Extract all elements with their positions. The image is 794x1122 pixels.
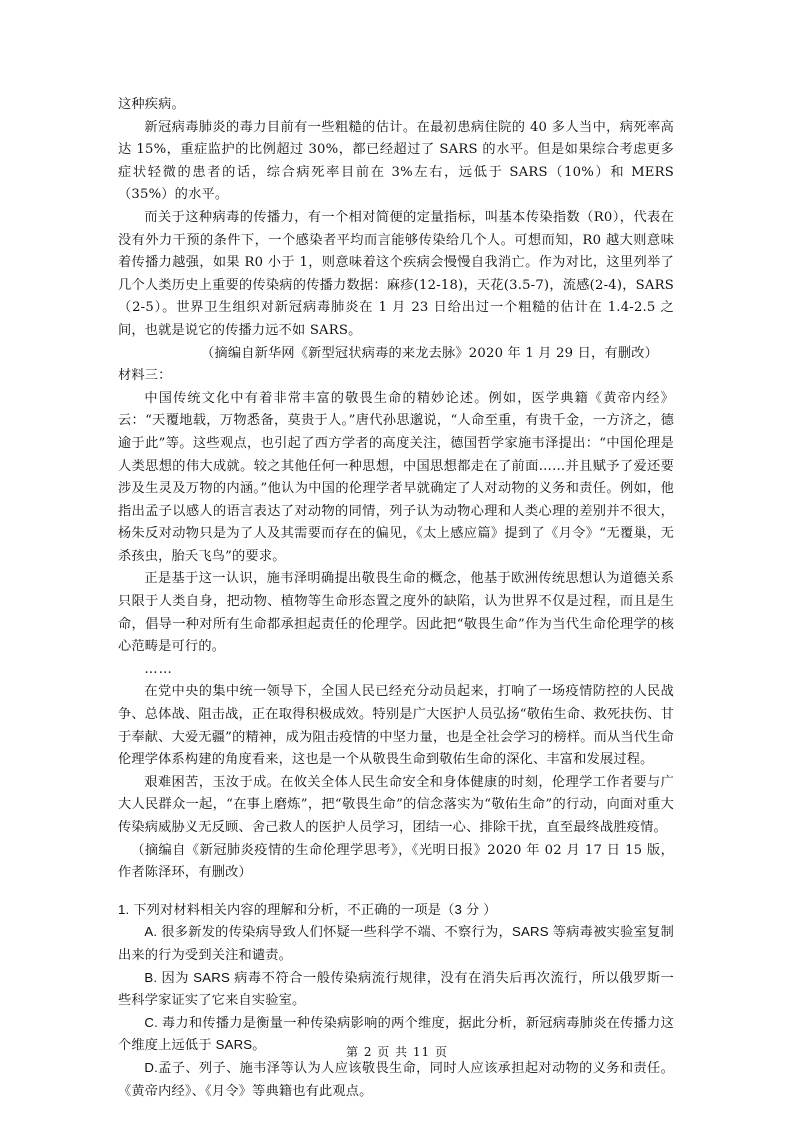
paragraph-7: 艰难困苦，玉汝于成。在攸关全体人民生命安全和身体健康的时刻，伦理学工作者要与广大人民群众一起，“在事上磨炼”，把“敬畏生命”的信念落实为“敬佑生命”的行动，向面对重大传染病威胁义无反顾、舍己救人的医护人员学习，团结一心、排除干扰，直至最终战胜疫情。 (118, 774, 674, 835)
option-c: C. 毒力和传播力是衡量一种传染病影响的两个维度，据此分析，新冠病毒肺炎在传播力这个维度上远低于 SARS。 (118, 1014, 674, 1053)
question-stem: 1. 下列对材料相关内容的理解和分析，不正确的一项是（3 分 ） (118, 901, 497, 917)
paragraph-1: 这种疾病。 (118, 97, 185, 112)
paragraph-3: 而关于这种病毒的传播力，有一个相对简便的定量指标，叫基本传染指数（R0），代表在没有外力干预的条件下，一个感染者平均而言能够传染给几个人。可想而知，R0 越大则意味着传播力越强，如果 R0 小于 1，则意味着这个疾病会慢慢自我消亡。作为对比，这里列举了几个人类历史上重要的传染病的传播力数据：麻疹(12-18)，天花(3.5-7)，流感(2-4)，SARS（2-5）。世界卫生组织对新冠病毒肺炎在 1 月 23 日给出过一个粗糙的估计在 1.4-2.5 之间，也就是说它的传播力远不如 SARS。 (118, 209, 674, 338)
document-body (118, 94, 674, 1102)
option-d: D.孟子、列子、施韦泽等认为人应该敬畏生命，同时人应该承担起对动物的义务和责任。《黄帝内经》、《月令》等典籍也有此观点。 (118, 1059, 674, 1098)
option-b: B. 因为 SARS 病毒不符合一般传染病流行规律，没有在消失后再次流行，所以俄罗斯一些科学家证实了它来自实验室。 (118, 969, 674, 1008)
source-citation-2: （摘编自《新冠肺炎疫情的生命伦理学思考》，《光明日报》2020 年 02 月 17 日 15 版，作者陈泽环，有删改） (118, 842, 674, 881)
page-footer: 第 2 页 共 11 页 (346, 1045, 448, 1059)
source-citation-1: （摘编自新华网《新型冠状病毒的来龙去脉》2020 年 1 月 29 日，有删改） (201, 345, 658, 361)
ellipsis: …… (144, 661, 173, 677)
option-a: A. 很多新发的传染病导致人们怀疑一些科学不端、不察行为，SARS 等病毒被实验室复制出来的行为受到关注和谴责。 (118, 924, 674, 962)
paragraph-4: 中国传统文化中有着非常丰富的敬畏生命的精妙论述。例如，医学典籍《黄帝内经》云：“天覆地载，万物悉备，莫贵于人。”唐代孙思邈说，“人命至重，有贵千金，一方济之，德逾于此”等。这些观点，也引起了西方学者的高度关注，德国哲学家施韦泽提出：“中国伦理是人类思想的伟大成就。较之其他任何一种思想，中国思想都走在了前面……并且赋予了爱还要涉及生灵及万物的内涵。”他认为中国的伦理学者早就确定了人对动物的义务和责任。例如，他指出孟子以感人的语言表达了对动物的同情，列子认为动物心理和人类心理的差别并不很大，杨朱反对动物只是为了人及其需要而存在的偏见，《太上感应篇》提到了《月令》“无覆巢，无杀孩虫，胎夭飞鸟”的要求。 (118, 390, 674, 564)
paragraph-6: 在党中央的集中统一领导下，全国人民已经充分动员起来，打响了一场疫情防控的人民战争、总体战、阻击战，正在取得积极成效。特别是广大医护人员弘扬“敬佑生命、救死扶伤、甘于奉献、大爱无疆”的精神，成为阻击疫情的中坚力量，也是全社会学习的榜样。而从当代生命伦理学体系构建的角度看来，这也是一个从敬畏生命到敬佑生命的深化、丰富和发展过程。 (118, 684, 674, 768)
material-three-label: 材料三： (118, 368, 172, 384)
paragraph-2: 新冠病毒肺炎的毒力目前有一些粗糙的估计。在最初患病住院的 40 多人当中，病死率高达 15%，重症监护的比例超过 30%，都已经超过了 SARS 的水平。但是如果综合考虑更多症状轻微的患者的话，综合病死率目前在 3%左右，远低于 SARS（10%）和 MERS（35%）的水平。 (118, 119, 674, 203)
paragraph-5: 正是基于这一认识，施韦泽明确提出敬畏生命的概念，他基于欧洲传统思想认为道德关系只限于人类自身，把动物、植物等生命形态置之度外的缺陷，认为世界不仅是过程，而且是生命，倡导一种对所有生命都承担起责任的伦理学。因此把“敬畏生命”作为当代生命伦理学的核心范畴是可行的。 (118, 571, 674, 655)
